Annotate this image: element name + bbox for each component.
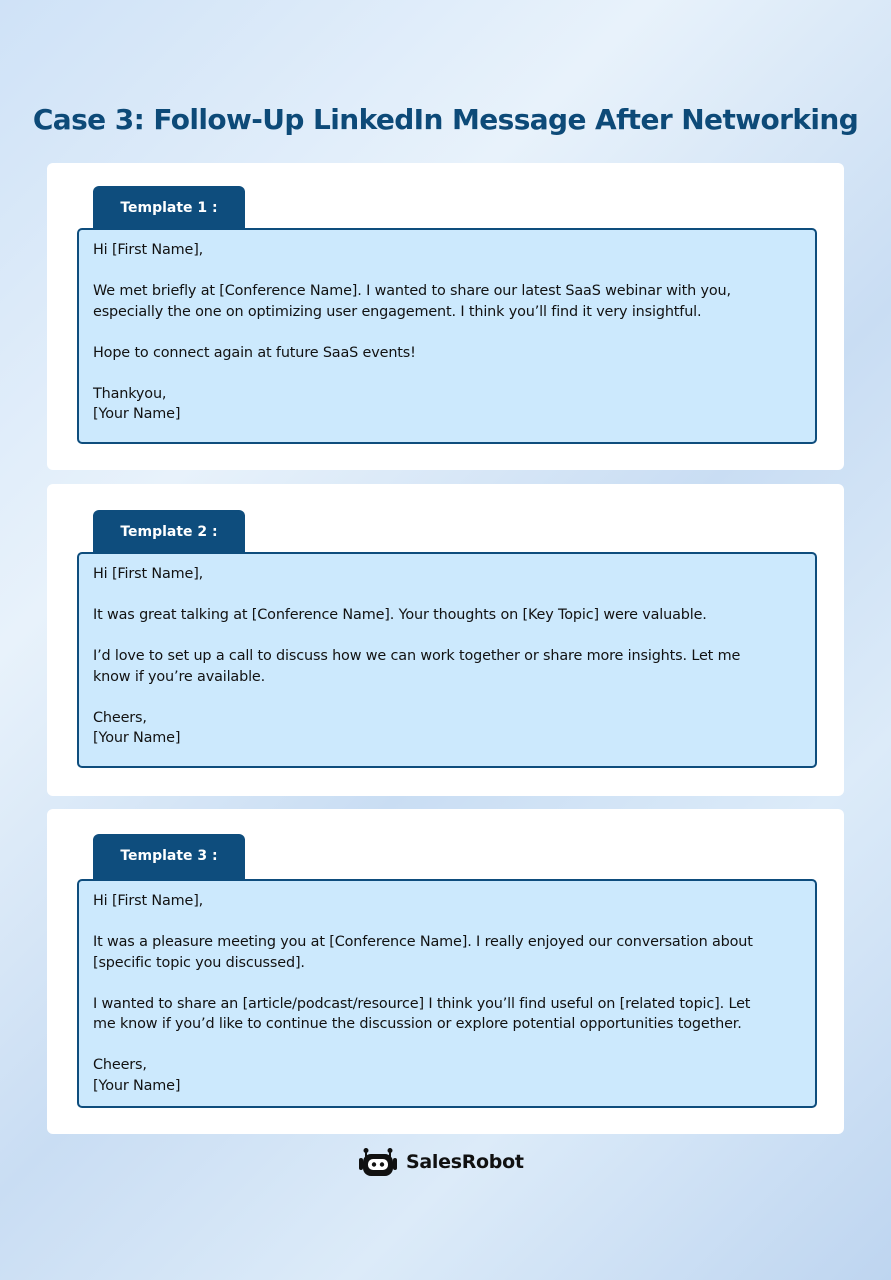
message-paragraph — [93, 605, 801, 626]
message-line: Hope to connect again at future SaaS events! — [93, 344, 416, 361]
message-signature: [Your Name] — [93, 406, 181, 422]
template-message-2 — [77, 552, 817, 768]
message-paragraph — [93, 343, 801, 364]
message-signoff-block — [93, 708, 801, 749]
message-signoff: Thankyou, — [93, 385, 167, 402]
message-signoff: Cheers, — [93, 709, 147, 726]
template-card-1 — [47, 163, 844, 470]
message-line: know if you’re available. — [93, 668, 266, 685]
template-tab-3: Template 3 : — [93, 834, 245, 880]
brand-name: SalesRobot — [406, 1151, 524, 1173]
message-paragraph — [93, 646, 801, 687]
message-signature: [Your Name] — [93, 730, 181, 746]
robot-icon — [358, 1147, 398, 1177]
message-line: It was great talking at [Conference Name]. Your thoughts on [Key Topic] were valuable. — [93, 607, 707, 623]
message-line: especially the one on optimizing user engagement. I think you’ll find it very insightful. — [93, 303, 702, 320]
message-greeting: Hi [First Name], — [93, 242, 204, 258]
message-line: [specific topic you discussed]. — [93, 954, 305, 971]
template-tab-2: Template 2 : — [93, 510, 245, 556]
template-message-3 — [77, 879, 817, 1108]
message-greeting: Hi [First Name], — [93, 566, 204, 582]
brand-logo — [358, 1146, 524, 1178]
template-card-3 — [47, 809, 844, 1134]
template-message-1 — [77, 228, 817, 444]
template-tab-1: Template 1 : — [93, 186, 245, 232]
message-line: We met briefly at [Conference Name]. I wanted to share our latest SaaS webinar with you, — [93, 283, 731, 299]
message-line: me know if you’d like to continue the discussion or explore potential opportunities together. — [93, 1016, 742, 1032]
page-title: Case 3: Follow-Up LinkedIn Message After Networking — [32, 103, 859, 136]
message-greeting: Hi [First Name], — [93, 893, 204, 909]
message-signoff: Cheers, — [93, 1057, 147, 1073]
template-card-2 — [47, 484, 844, 796]
message-paragraph — [93, 994, 801, 1035]
message-line: I’d love to set up a call to discuss how we can work together or share more insights. Let me — [93, 648, 741, 664]
message-paragraph — [93, 932, 801, 973]
message-line: It was a pleasure meeting you at [Conference Name]. I really enjoyed our conversation about — [93, 934, 753, 950]
message-signoff-block — [93, 384, 801, 425]
message-paragraph — [93, 281, 801, 322]
message-signoff-block — [93, 1055, 801, 1096]
message-signature: [Your Name] — [93, 1077, 181, 1094]
message-line: I wanted to share an [article/podcast/resource] I think you’ll find useful on [related topic]. Let — [93, 995, 751, 1012]
